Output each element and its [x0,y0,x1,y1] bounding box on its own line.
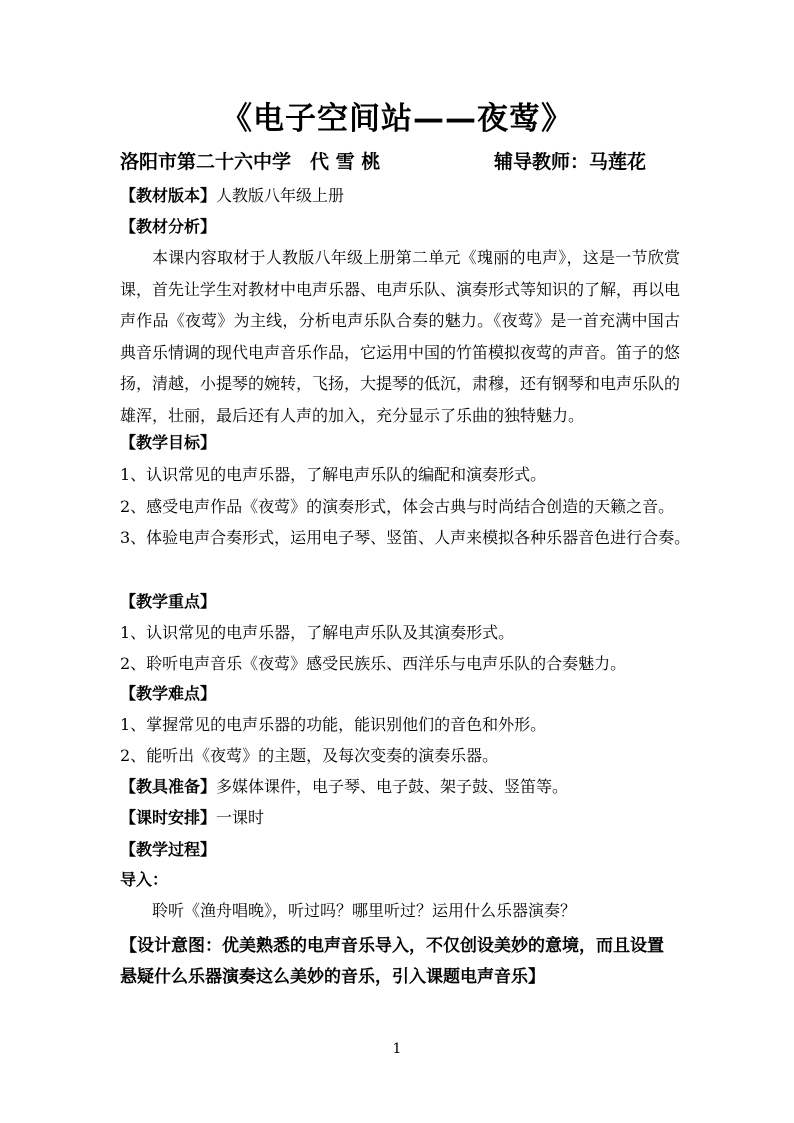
schedule-line [120,808,680,828]
key-point-item-2: 2、聆听电声音乐《夜莺》感受民族乐、西洋乐与电声乐队的合奏魅力。 [120,654,627,673]
author-line [120,147,680,174]
difficulties-heading: 【教学难点】 [120,684,217,703]
textbook-line [120,186,680,206]
goal-item-1: 1、认识常见的电声乐器，了解电声乐队的编配和演奏形式。 [120,465,547,484]
process-heading: 【教学过程】 [120,840,217,859]
schedule-value: 一课时 [216,808,265,827]
goal-item-3: 3、体验电声合奏形式，运用电子琴、竖笛、人声来模拟各种乐器音色进行合奏。 [120,528,691,547]
tools-value: 多媒体课件，电子琴、电子鼓、架子鼓、竖笛等。 [216,777,569,796]
difficulty-item-2: 2、能听出《夜莺》的主题，及每次变奏的演奏乐器。 [120,746,499,765]
goals-heading: 【教学目标】 [120,433,217,452]
intro-heading: 导入： [120,870,169,889]
key-points-heading: 【教学重点】 [120,592,217,611]
tools-line [120,777,680,797]
key-point-item-1: 1、认识常见的电声乐器，了解电声乐队及其演奏形式。 [120,623,515,642]
author-name: 洛阳市第二十六中学 代 雪 桃 [120,151,381,173]
document-title: 《电子空间站——夜莺》 [221,101,573,137]
intro-text: 聆听《渔舟唱晚》，听过吗？哪里听过？运用什么乐器演奏？ [152,901,577,920]
difficulty-item-1: 1、掌握常见的电声乐器的功能，能识别他们的音色和外形。 [120,715,547,734]
analysis-heading: 【教材分析】 [120,217,217,236]
textbook-label: 【教材版本】 [120,186,217,205]
tutor-name: 辅导教师：马莲花 [494,151,647,173]
goal-item-2: 2、感受电声作品《夜莺》的演奏形式，体会古典与时尚结合创造的天籁之音。 [120,497,675,516]
analysis-paragraph: 本课内容取材于人教版八年级上册第二单元《瑰丽的电声》，这是一节欣赏课，首先让学生对教材中电声乐器、电声乐队、演奏形式等知识的了解，再以电声作品《夜莺》为主线，分析电声乐队合奏的魅力。《夜莺》是一首充满中国古典音乐情调的现代电声音乐作品，它运用中国的竹笛模拟夜莺的声音。笛子的悠扬，清越，小提琴的婉转，飞扬，大提琴的低沉，肃穆，还有钢琴和电声乐队的雄浑，壮丽，最后还有人声的加入，充分显示了乐曲的独特魅力。 [120,248,681,425]
schedule-label: 【课时安排】 [120,808,217,827]
textbook-value: 人教版八年级上册 [216,186,345,205]
page-number: 1 [392,1041,402,1057]
tools-label: 【教具准备】 [120,777,217,796]
design-intent: 【设计意图：优美熟悉的电声音乐导入，不仅创设美妙的意境，而且设置悬疑什么乐器演奏这么美妙的音乐，引入课题电声音乐】 [120,936,664,987]
